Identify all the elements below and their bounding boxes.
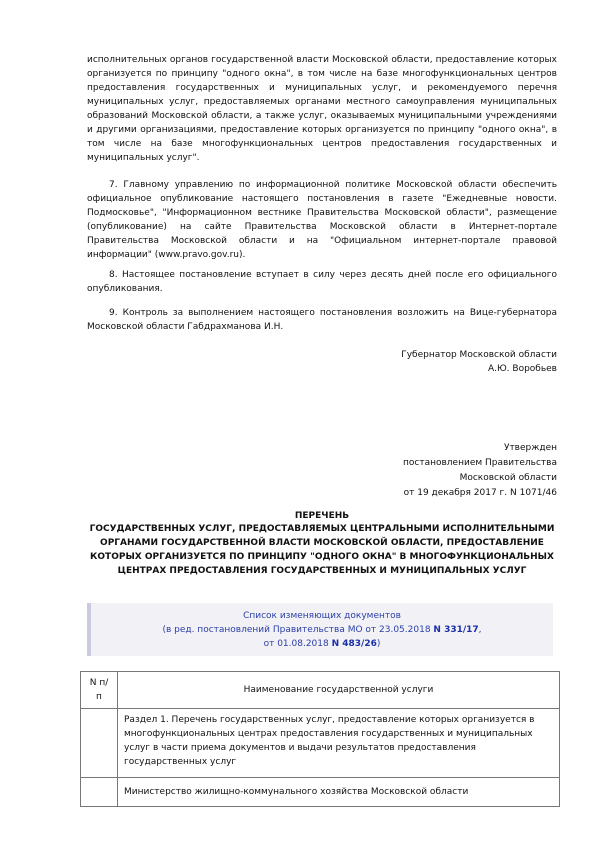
approval-line-1: Утвержден xyxy=(503,443,557,453)
table-cell-number xyxy=(81,709,118,778)
paragraph-continuation: исполнительных органов государственной власти Московской области, предоставление которых организуется по принципу "одного окна", в том числе на базе многофункциональных центров предоставления государственных и муниципальных услуг, и рекомендуемого перечня муниципальных услуг, предоставляемых органами местного самоуправления муниципальных образований Московской области, а также услуг, оказываемых муниципальными учреждениями и другими организациями, предоставление которых организуется по принципу "одного окна", в том числе на базе многофункциональных центров предоставления государственных и муниципальных услуг". xyxy=(87,55,557,163)
amendment-link-483[interactable]: N 483/26 xyxy=(331,639,377,649)
changes-line-3 xyxy=(91,637,553,651)
changes-text-2: от 01.08.2018 xyxy=(263,639,332,649)
changes-close-paren: ) xyxy=(376,639,381,649)
amendment-link-331[interactable]: N 331/17 xyxy=(433,625,479,635)
table-row xyxy=(81,709,560,778)
services-table xyxy=(80,671,560,807)
paragraph-7: 7. Главному управлению по информационной политике Московской области обеспечить официальное опубликование настоящего постановления в газете "Ежедневные новости. Подмосковье", "Информационном вестнике Правительства Московской области", размещение (опубликование) на сайте Правительства Московской области в Интернет-портале Правительства Московской области и на "Официальном интернет-портале правовой информации" (www.pravo.gov.ru). xyxy=(87,180,557,260)
changes-text-1: (в ред. постановлений Правительства МО от 23.05.2018 xyxy=(162,625,434,635)
approval-line-3: Московской области xyxy=(459,473,557,483)
table-cell-number xyxy=(81,778,118,807)
signature-position: Губернатор Московской области xyxy=(401,350,557,360)
paragraph-9: 9. Контроль за выполнением настоящего постановления возложить на Вице-губернатора Московской области Габдрахманова И.Н. xyxy=(87,308,557,332)
approval-line-4: от 19 декабря 2017 г. N 1071/46 xyxy=(403,488,557,498)
paragraph-8: 8. Настоящее постановление вступает в силу через десять дней после его официального опубликования. xyxy=(87,270,557,294)
approval-line-2: постановлением Правительства xyxy=(403,458,557,468)
table-header-row xyxy=(81,672,560,709)
table-header-number: N п/п xyxy=(81,672,118,709)
table-row xyxy=(81,778,560,807)
document-title: ГОСУДАРСТВЕННЫХ УСЛУГ, ПРЕДОСТАВЛЯЕМЫХ ЦЕНТРАЛЬНЫМИ ИСПОЛНИТЕЛЬНЫМИ ОРГАНАМИ ГОСУДАРСТВЕННОЙ ВЛАСТИ МОСКОВСКОЙ ОБЛАСТИ, ПРЕДОСТАВЛЕНИЕ КОТОРЫХ ОРГАНИЗУЕТСЯ ПО ПРИНЦИПУ "ОДНОГО ОКНА" В МНОГОФУНКЦИОНАЛЬНЫХ ЦЕНТРАХ ПРЕДОСТАВЛЕНИЯ ГОСУДАРСТВЕННЫХ И МУНИЦИПАЛЬНЫХ УСЛУГ xyxy=(89,524,555,576)
table-cell-name: Министерство жилищно-коммунального хозяйства Московской области xyxy=(118,778,560,807)
signature-name: А.Ю. Воробьев xyxy=(487,364,557,374)
changes-box xyxy=(87,603,553,656)
table-header-name: Наименование государственной услуги xyxy=(118,672,560,709)
changes-comma: , xyxy=(478,625,482,635)
changes-title: Список изменяющих документов xyxy=(243,611,401,621)
document-heading: ПЕРЕЧЕНЬ xyxy=(294,511,350,521)
table-cell-name: Раздел 1. Перечень государственных услуг, предоставление которых организуется в многофункциональных центрах предоставления государственных и муниципальных услуг в части приема документов и выдачи результатов предоставления государственных услуг xyxy=(118,709,560,778)
changes-line-2 xyxy=(91,623,553,637)
